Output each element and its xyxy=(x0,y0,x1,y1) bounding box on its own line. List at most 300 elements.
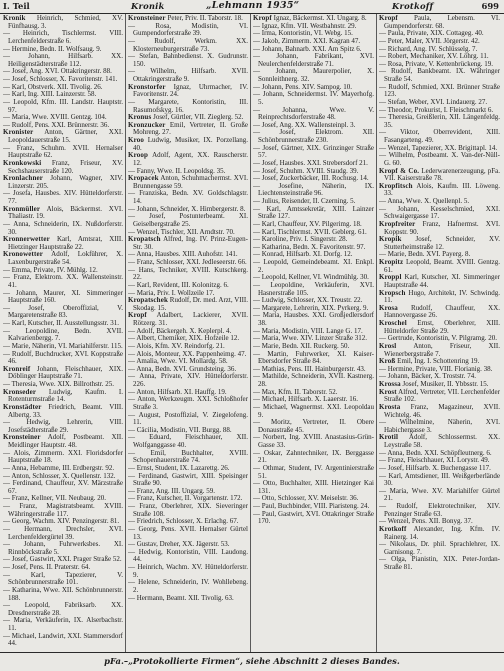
footer-rule xyxy=(0,652,504,653)
entry-details: — Viktor, Oberrevident, XIII. Fasangarteng. 49. xyxy=(379,128,500,144)
entry-details: — Paula, Private, XIX. Cottageg. 40. xyxy=(379,29,484,38)
entry-details: — Maria, Priv. I. Wollzeile 17. xyxy=(128,288,215,297)
entry-details: — Hermann, Beamt. XII. Tivolig. 63. xyxy=(128,593,234,602)
entry-surname: Krossa xyxy=(379,380,401,388)
directory-entry xyxy=(128,373,248,388)
entry-surname: Kronsteiner xyxy=(3,433,41,442)
entry-details: — Anna, Hausbes. XIII. Auhofstr. 141. xyxy=(128,250,238,259)
entry-details: — Josefa, Hausbes. XIV. Hütteldorferstr. 77. xyxy=(3,189,123,205)
directory-entry xyxy=(3,617,123,632)
directory-entry xyxy=(128,190,248,205)
entry-details: — Leopold, Fabriksarb. XX. Dresdnerstraße 28. xyxy=(3,601,123,617)
entry-details: — Theodor, Prokurist, I. Fleischmarkt 6. xyxy=(379,105,494,114)
entry-details: — Irma, Kontoristin, VI. Webg. 15. xyxy=(253,29,353,38)
directory-entry xyxy=(3,274,123,289)
entry-surname: Kronsteiner xyxy=(128,15,166,22)
directory-entry xyxy=(3,541,123,556)
directory-entry xyxy=(3,53,123,68)
entry-details: — Theresia, Greißlerin, XII. Längenfeldg. 35. xyxy=(379,113,500,129)
directory-entry xyxy=(128,137,248,152)
entry-surname: Kronzucker xyxy=(128,120,166,129)
entry-details: — Karl, Revident, III. Kolonitzg. 6. xyxy=(128,280,229,289)
page-number: 699 xyxy=(481,1,499,11)
entry-surname: Kropfitsch xyxy=(379,181,413,190)
entry-details: — Franz, Fleischhauer, XI. Lorystr. 49. xyxy=(379,456,490,465)
directory-entry xyxy=(379,305,500,320)
entry-surname: Kronowetter xyxy=(3,250,44,259)
directory-entry xyxy=(379,206,500,221)
entry-surname: Kropf xyxy=(253,15,272,22)
running-header xyxy=(0,0,504,14)
entry-details: — Karl, Tischlermst. XVII. Geblerg. 61. xyxy=(253,227,367,236)
entry-details: — Josef, Pens. II. Praterstr. 64. xyxy=(3,563,91,571)
entry-details: — Johanna, Wwe. V. Reinprechtsdorferstraße 48. xyxy=(253,105,374,122)
entry-details: — Johann, Pens. XIV. Sampog. 10. xyxy=(253,82,353,91)
directory-entry xyxy=(128,396,248,411)
entry-details: Anton, Gärtner, XXI. Leopoldauerstraße 15. xyxy=(8,128,123,144)
directory-entry xyxy=(3,328,123,343)
directory-entry xyxy=(3,602,123,617)
entry-details: Anton, Schuhmachermst. XVI. Brunnengasse 59. xyxy=(133,174,248,190)
entry-details: — Anna, Wwe. X. Quellenpl. 5. xyxy=(379,197,470,205)
directory-entry xyxy=(379,68,500,83)
entry-details: Friedrich, Beamt. VIII. Albertg. 33. xyxy=(8,402,123,419)
directory-entry xyxy=(128,236,248,251)
entry-details: — Ferdinand, Chauffeur, XV. Märzstraße 67. xyxy=(3,479,123,495)
entry-details: — Leopold, Kfm. III. Landstr. Hauptstr. 97. xyxy=(3,97,123,114)
entry-details: — Adolf, Bäckergeh. X. Keplerpl. 4. xyxy=(128,326,232,335)
entry-details: Johann, Wagner, XIV. Linzerstr. 205. xyxy=(8,174,123,190)
entry-details: — Heinrich, Wachm. XV. Hütteldorferstr. 9. xyxy=(128,563,248,579)
entry-details: — Alois, Kfm. XV. Reindorfg. 21. xyxy=(128,341,225,350)
entry-details: — Rudolf, Pens. XXI. Brünnerstr. 36. xyxy=(3,120,110,129)
entry-details: — Georg, Wachm. XIV. Penzingerstr. 81. xyxy=(3,517,120,526)
entry-surname: Kronmüller xyxy=(3,204,41,213)
entry-details: — Leopoldine, Bedn. XVII. Kalvarienbergg. 7. xyxy=(3,326,123,343)
entry-details: — Katharina, Bedn. X. Favoritenstr. 97. xyxy=(253,242,366,251)
directory-entry xyxy=(3,160,123,175)
entry-details: — Franz, Ang. III. Ungarg. 59. xyxy=(128,486,215,495)
directory-column xyxy=(3,15,123,651)
directory-entry xyxy=(128,84,248,99)
entry-details: — Ignaz, Kfm. VII. Westbahnstr. 29. xyxy=(253,21,357,30)
entry-details: — Eduard, Fleischhauer, XII. Wolfganggasse 40. xyxy=(128,433,248,449)
directory-entry xyxy=(253,373,374,388)
directory-entry xyxy=(379,320,500,335)
entry-details: Franz, Friseur, XV. Sechshauserstraße 120. xyxy=(8,158,123,175)
entry-details: — Ludwig, Schlosser, XX. Treustr. 22. xyxy=(253,296,363,305)
entry-details: — Maria, Hausbes. XXI. Großjedlersdorf 38. xyxy=(253,311,374,327)
directory-entry xyxy=(379,541,500,556)
entry-details: — Anna, Bedn. XXI. Schöpfleutnerg. 6. xyxy=(379,448,492,457)
column-divider xyxy=(125,14,126,652)
directory-entry xyxy=(128,152,248,167)
directory-entry xyxy=(128,579,248,594)
entry-details: — Wilhelmine, Näherin, XVI. Habichergasse 3. xyxy=(379,418,500,434)
entry-details: — Marie, Näherin, VI. Mariahilferstr. 115. xyxy=(3,341,123,350)
entry-details: — Hermine, Bedn. II. Wolfsaug. 9. xyxy=(3,44,102,53)
entry-details: — Johann, Bahnarb. XXI. Am Spitz 6. xyxy=(253,44,362,53)
entry-details: Alois, Bäckermst. XVI. Thaliastr. 19. xyxy=(8,204,123,221)
directory-entry xyxy=(379,236,500,251)
entry-details: — Josef, Hilfsarb. X. Buchengasse 117. xyxy=(379,463,491,472)
entry-details: — Jakob, Zimmerm. XXI. Kagran 47. xyxy=(253,36,361,45)
entry-details: — Wenzel, Tischler, XII. Arndtstr. 70. xyxy=(128,227,235,236)
entry-details: — Peter, Maler, XVII. Jörgerstr. 42. xyxy=(379,36,480,45)
directory-entry xyxy=(379,274,500,289)
entry-surname: Kropacek xyxy=(128,174,159,183)
entry-details: — Franziska, Bedn. XV. Goldschlagstr. 14. xyxy=(128,189,248,205)
entry-details: — Robert, Mechaniker, XV. Löhrg. 11. xyxy=(379,52,489,61)
directory-entry xyxy=(3,587,123,602)
entry-surname: Kronnerwetter xyxy=(3,235,50,244)
entry-details: Franz, Magazineur, XVII. Wichtelg. 46. xyxy=(384,402,500,419)
entry-details: — Johann, Fabrikant, XVI. Neulerchenfelderstraße 71. xyxy=(253,52,374,68)
entry-details: — Josef, Elektrom. XII. Schönbrunnerstraße 230. xyxy=(253,128,374,144)
entry-surname: Kroppl xyxy=(379,273,402,282)
entry-details: — Margarete, Lehrerin, XIX. Pyrkerg. 9. xyxy=(253,303,369,312)
entry-details: — Josef, Hausbes. XXI. Strebersdorf 21. xyxy=(253,158,368,167)
directory-entry xyxy=(3,419,123,434)
entry-details: — Stefan, Bahnbedienst. X. Gudrunstr. 150. xyxy=(128,52,248,68)
entry-details: — Michael, Hilfsarb. X. Laaerstr. 16. xyxy=(253,395,358,404)
directory-entry xyxy=(3,404,123,419)
entry-details: Karl, Kutscher, XI. Simmeringer Hauptstraße 44. xyxy=(384,273,500,289)
entry-details: — Karoline, Priv. I. Singerstr. 28. xyxy=(253,235,348,244)
entry-details: — Oskar, Zahntechniker, IX. Berggasse 21. xyxy=(253,448,374,465)
directory-entry xyxy=(253,419,374,434)
entry-details: — Anna, Bedn. XVI. Grundsteing. 36. xyxy=(128,364,237,373)
entry-details: — Franz, Kellner, VII. Neubaug. 20. xyxy=(3,494,107,503)
entry-details: — Alois, Zimmerm. XXI. Floridsdorfer Hauptstraße 18. xyxy=(3,448,123,465)
entry-details: Alois, Kaufm. III. Löweng. 33. xyxy=(384,181,500,198)
directory-entry xyxy=(379,389,500,404)
directory-entry xyxy=(3,389,123,404)
directory-entry xyxy=(379,419,500,434)
entry-details: — Josef, Ang. XVI. Ottakringerstr. 88. xyxy=(3,67,112,76)
entry-details: — Karl, Ing. XIII. Lainzerstr. 58. xyxy=(3,90,97,99)
entry-surname: Kronreif xyxy=(3,364,31,373)
entry-details: Ignaz, Bäckermst. XI. Ungarg. 8. xyxy=(273,15,367,22)
entry-details: — Amalia, Wwe. VI. Mollardg. 58. xyxy=(128,357,228,366)
entry-surname: Kronkowski xyxy=(3,158,42,167)
directory-entry xyxy=(3,15,123,30)
entry-details: — Fanny, Wwe. II. Leopoldsg. 35. xyxy=(128,166,226,175)
entry-details: — Michael, Landwirt, XXI. Stammersdorf 44. xyxy=(3,631,123,648)
entry-details: — Maria, Wwe. XIV. Linzer Straße 312. xyxy=(253,334,368,343)
entry-details: — Wenzel, Pens. XII. Bonyg. 37. xyxy=(379,517,473,526)
directory-entry xyxy=(3,290,123,305)
directory-entry xyxy=(253,351,374,366)
directory-entry xyxy=(253,404,374,419)
directory-entry xyxy=(253,259,374,274)
entry-details: — August, Postoffizial, V. Ziegelofeng. 11. xyxy=(128,410,248,427)
entry-details: — Josef, Schuhm. XVIII. Staudg. 39. xyxy=(253,166,359,175)
directory-entry xyxy=(128,68,248,83)
directory-entry xyxy=(3,236,123,251)
entry-details: — Emil, Buchhalter, XVIII. Schopenhauerstraße 74. xyxy=(128,448,248,465)
entry-details: — Hedwig, Kontoristin, VIII. Laudong. 44. xyxy=(128,547,248,564)
footer-note: pFa.–„Protokollierte Firmen“, siehe Abschnitt 2 dieses Bandes. xyxy=(104,656,400,666)
directory-entry xyxy=(253,91,374,106)
entry-details: — Stefan, Weber, XVI. Lindauerg. 27. xyxy=(379,97,488,106)
directory-entry xyxy=(253,206,374,221)
entry-details: Leopold, Beamt. XVIII. Gentzg. 61. xyxy=(384,258,500,274)
entry-details: — Georg, Pens. XVII. Hernalser Gürtel 13. xyxy=(128,524,248,541)
entry-details: — Franz, Schuhm. XVII. Hernalser Hauptstraße 62. xyxy=(3,143,123,160)
entry-details: — Maria, Modistin, VIII. Lange G. 17. xyxy=(253,326,363,335)
entry-details: — Rosa, Modistin, VI. Gumpendorferstraße 39. xyxy=(128,21,248,38)
entry-details: — Max, Kfm. II. Taborstr. 52. xyxy=(253,387,338,396)
directory-entry xyxy=(3,480,123,495)
entry-details: — Margarete, Kontoristin, III. Rasumofskyg. 16. xyxy=(128,97,248,114)
part-label: I. Teil xyxy=(3,1,30,11)
entry-surname: Krosl xyxy=(379,341,397,350)
entry-details: — Wilhelm, Postbeamt. X. Van-der-Nüll-G. 60. xyxy=(379,151,500,167)
entry-details: Rudolf, Chauffeur, XX. Hannovergasse 26. xyxy=(384,303,500,320)
entry-details: — Franz, Elektrom. XX. Wallensteinstr. 41. xyxy=(3,273,123,289)
entry-details: — Marie, Bedn. XVI. Payerg. 8. xyxy=(379,250,471,259)
entry-details: — Rosa, Private, V. Kettenbrückeng. 19. xyxy=(379,59,494,68)
directory-entry xyxy=(253,465,374,480)
entry-details: — Maria, Wwe. XVIII. Gentzg. 104. xyxy=(3,113,107,122)
directory-entry xyxy=(379,404,500,419)
entry-surname: Kronik xyxy=(3,15,26,22)
directory-entry xyxy=(379,152,500,167)
directory-entry xyxy=(128,450,248,465)
directory-entry xyxy=(128,434,248,449)
entry-details: Paula, Lebensm. VI. Gumpendorferstr. 68. xyxy=(384,15,500,30)
directory-entry xyxy=(253,480,374,495)
directory-entry xyxy=(3,99,123,114)
entry-details: — Julius, Reisender, II. Czerning. 5. xyxy=(253,197,356,205)
entry-surname: Krosa xyxy=(379,303,398,312)
entry-details: — Gertrude, Kontoristin, V. Pilgramg. 20. xyxy=(379,334,497,343)
entry-details: Anton, Friseur, XII. Wienerbergstraße 7. xyxy=(384,341,500,358)
entry-surname: Krosta xyxy=(379,402,401,411)
entry-details: — Ferdinand, Gastwirt, XIII. Speisinger Straße 90. xyxy=(128,471,248,488)
entry-details: — Maria, Wwe. XV. Mariahilfer Gürtel 21. xyxy=(379,486,500,503)
directory-entry xyxy=(128,38,248,53)
entry-surname: Kropatschek xyxy=(128,296,169,305)
entry-details: — Anna, Schneiderin, IX. Nußdorferstr. 30. xyxy=(3,219,123,236)
entry-details: — Josef, Oberoffizial, V. Margaretenstraße 83. xyxy=(3,303,123,320)
directory-title: „Lehmann 1935“ xyxy=(206,0,300,11)
entry-details: Rudolf, Dr. med. Arzt, VIII. Skodag. 15. xyxy=(133,296,248,312)
entry-details: Alfred, Vertreter, VII. Lerchenfelder Straße 102. xyxy=(384,387,500,404)
entry-details: — Hans, Techniker, XVIII. Kutschkerg. 22. xyxy=(128,265,248,282)
directory-entry xyxy=(128,526,248,541)
entry-details: — Rudolf, Bankbeamt. IX. Währinger Straße 54. xyxy=(379,67,500,83)
entry-details: — Theresia, Wwe. XIX. Billrothstr. 25. xyxy=(3,380,114,388)
entry-details: — Anna, Private, XIV. Hütteldorferstr. 226. xyxy=(128,372,248,388)
entry-details: — Johann, Schneider, X. Himbergerstr. 8. xyxy=(128,204,246,213)
entry-details: Lederwarenerzeugung, pFa. VII. Kaiserstraße 78. xyxy=(384,166,500,183)
directory-entry xyxy=(3,175,123,190)
directory-entry xyxy=(379,556,500,571)
entry-surname: Kropsch xyxy=(379,288,406,297)
entry-details: — Karl, Amtsdiener, III. Weißgerberlände 30. xyxy=(379,471,500,488)
entry-details: Adolf, Agent, XX. Rauscherstr. 12. xyxy=(133,151,248,167)
entry-details: — Ernst, Student, IX. Lazarettg. 26. xyxy=(128,463,230,472)
directory-entry xyxy=(3,366,123,381)
entry-details: — Mathias, Pens. III. Hainburgerstr. 43. xyxy=(253,364,366,373)
directory-entry xyxy=(253,434,374,449)
entry-surname: Kroschel xyxy=(379,319,407,327)
directory-entry xyxy=(379,503,500,518)
directory-entry xyxy=(3,190,123,205)
entry-details: — Franz, Kutscher, II. Vorgartenstr. 172. xyxy=(128,494,243,503)
directory-entry xyxy=(379,221,500,236)
entry-details: — Friedrich, Schlosser, X. Erlachg. 67. xyxy=(128,517,239,526)
entry-details: — Helene, Schneiderin, IV. Wohllebeng. 2. xyxy=(128,578,248,594)
entry-surname: Kropf xyxy=(379,15,398,22)
directory-entry xyxy=(128,312,248,327)
directory-entry xyxy=(3,633,123,648)
directory-entry xyxy=(3,206,123,221)
directory-entry xyxy=(128,122,248,137)
entry-details: — Franz, Magistratsbeamt. XVIII. Währingerstraße 117. xyxy=(3,502,123,518)
entry-details: — Rudolf, Werkm. XX. Klosterneuburgerstraße 73. xyxy=(128,36,248,53)
directory-entry xyxy=(3,221,123,236)
entry-details: — Franz, Schlosser, XXI. Jedleseerstr. 66. xyxy=(128,258,247,266)
directory-entry xyxy=(379,526,500,541)
entry-surname: Kropf & Co. xyxy=(379,166,420,175)
directory-entry xyxy=(128,297,248,312)
entry-details: Ludwig, Musiker, IX. Porzellang. 40. xyxy=(133,136,248,152)
entry-details: — Gustav, Dreher, XX. Jägerstr. 53. xyxy=(128,540,230,549)
column-divider xyxy=(250,14,251,652)
entry-details: Adolf, Schlossermst. XX. Leystraße 58. xyxy=(384,433,500,449)
directory-entry xyxy=(379,290,500,305)
entry-details: — Maria, Verkäuferin, IX. Alserbachstr. 11. xyxy=(3,616,123,632)
directory-entry xyxy=(253,511,374,526)
directory-entry xyxy=(253,53,374,68)
directory-entry xyxy=(128,99,248,114)
directory-entry xyxy=(253,282,374,297)
entry-details: — Josef, Schlosser, X. Favoritenstr. 141. xyxy=(3,75,118,83)
directory-entry xyxy=(379,183,500,198)
entry-surname: Kronstädter xyxy=(3,402,42,411)
directory-entry xyxy=(253,312,374,327)
entry-details: — Nikolaus, Dr. phil. Sprachlehrer, IX. Garnisong. 7. xyxy=(379,540,500,556)
entry-surname: Kropfreiter xyxy=(379,219,416,228)
directory-entry xyxy=(128,549,248,564)
entry-details: Alexander, Ing. Kfm. IV. Rainerg. 14. xyxy=(384,524,500,541)
directory-entry xyxy=(128,53,248,68)
directory-entry xyxy=(379,434,500,449)
entry-surname: Kronus xyxy=(128,113,152,122)
column-divider xyxy=(376,14,377,652)
entry-details: — Johann, Maurer, XI. Simmeringer Hauptstraße 160. xyxy=(3,288,123,305)
entry-details: — Johann, Bäcker, X. Troststr. 74. xyxy=(379,372,476,381)
directory-entry xyxy=(128,23,248,38)
directory-entry xyxy=(128,564,248,579)
directory-entry xyxy=(3,503,123,518)
directory-entry xyxy=(128,412,248,427)
entry-details: Hugo, Architekt, IV. Schwindg. 11. xyxy=(384,288,500,305)
entry-details: — Heinrich, Tischlermst. VIII. Lerchenfelderstraße 6. xyxy=(3,29,123,45)
directory-entry xyxy=(3,434,123,449)
directory-entry xyxy=(379,168,500,183)
entry-details: — Anton, Werkzeugm. XXI. Schloßhofer Straße 3. xyxy=(128,395,248,411)
entry-details: — Norbert, Ing. XVIII. Anastasius-Grün-Gasse 33. xyxy=(253,433,374,449)
entry-details: Josef, Musiker, II. Ybbsstr. 15. xyxy=(402,380,489,388)
entry-details: — Anton, Schlosser, X. Quellenstr. 132. xyxy=(3,471,116,480)
entry-details: — Josef, Postunterbeamt. XI. Geiselbergstraße 25. xyxy=(128,212,248,228)
directory-entry xyxy=(3,450,123,465)
directory-entry xyxy=(128,175,248,190)
directory-column xyxy=(128,15,248,651)
directory-entry xyxy=(379,259,500,274)
entry-details: — Mathilde, Schneiderin, XVII. Kastnerg. 28. xyxy=(253,372,374,388)
directory-entry xyxy=(3,30,123,45)
entry-surname: Kropik xyxy=(379,235,402,244)
entry-details: — Katharina, Wwe. XII. Schönbrunnerstr. 188. xyxy=(3,585,123,602)
entry-details: — Martin, Fuhrwerker, XI. Kaiser-Ebersdorfer Straße 84. xyxy=(253,349,374,366)
directory-column xyxy=(253,15,374,651)
entry-details: — Johann, Maurerpolier, X. Sonnleithnerg. 32. xyxy=(253,67,374,83)
entry-details: — Karl, Kutscher, II. Ausstellungsstr. 31. xyxy=(3,319,119,327)
entry-details: — Wilhelm, Hilfsarb. XVII. Ottakringerstraße 9. xyxy=(128,67,248,83)
entry-details: — Richard, Ang. IV. Schlüsselg. 7. xyxy=(379,44,478,53)
entry-details: — Albert, Chemiker, XIX. Hofzeile 12. xyxy=(128,334,240,343)
entry-details: — Johann, Kesselschmied, XXI. Schwaigergasse 17. xyxy=(379,204,500,221)
directory-entry xyxy=(3,129,123,144)
entry-surname: Kroo xyxy=(128,136,145,144)
entry-details: — Karl, Obstverk. XII. Tivolig. 26. xyxy=(3,82,103,91)
entry-details: — Hedwig, Lehrerin, VIII. Josefstädterstraße 29. xyxy=(3,418,123,434)
entry-details: — Alois, Monteur, XX. Pappenheimg. 47. xyxy=(128,349,247,358)
entry-surname: Kropatsch xyxy=(128,235,161,244)
entry-details: Josef, Gürtler, VII. Zieglerg. 52. xyxy=(153,113,244,122)
entry-details: — Johann, Schneidermst. IV. Mayerhofg. 5. xyxy=(253,90,374,106)
entry-details: — Rudolf, Schmied, XXI. Brünner Straße 123. xyxy=(379,82,500,99)
entry-details: — Franz, Oberlehrer, XIX. Sieveringer Straße 108. xyxy=(128,502,248,518)
entry-details: — Otto, Buchhalter, XIII. Hietzinger Kai 131. xyxy=(253,479,374,495)
entry-surname: Krost xyxy=(379,387,397,396)
entry-details: — Leopold, Gemeindebeamt. XI. Enkpl. 2. xyxy=(253,258,374,274)
entry-details: — Josefine, Näherin, IX. Liechtensteinstraße 96. xyxy=(253,181,374,198)
entry-details: — Josef, Ang. XX. Wallensteinpl. 3. xyxy=(253,120,356,129)
entry-details: Emil, Ing. I. Schottenring 19. xyxy=(397,357,480,366)
directory-entry xyxy=(3,351,123,366)
entry-surname: Krotil xyxy=(379,433,399,442)
entry-details: Franz, Hafnermst. XVI. Koppstr. 90. xyxy=(384,219,500,236)
entry-details: Josef, Schneider, XV. Stutterheimstraße 12. xyxy=(384,235,500,251)
entry-details: — Rudolf, Buchdrucker, XVI. Koppstraße 46. xyxy=(3,349,123,366)
entry-details: — Hermann, Drechsler, XVI. Lerchenfeldergürtel 39. xyxy=(3,524,123,541)
entry-details: — Marie, Bedn. XII. Ruckerg. 50. xyxy=(253,341,350,350)
entry-details: — Paul, Gastwirt, XVI. Ottakringer Straße 170. xyxy=(253,509,374,526)
entry-details: — Olga, Pianistin, XIX. Peter-Jordan-Straße 81. xyxy=(379,555,500,571)
entry-surname: Kronlachner xyxy=(3,174,44,183)
directory-entry xyxy=(253,145,374,160)
entry-details: — Josef, Gärtner, XIX. Grinzinger Straße 57. xyxy=(253,143,374,160)
first-guide-word: Kronik xyxy=(131,1,165,11)
entry-details: — Leopold, Kellner, VI. Windmühlg. 30. xyxy=(253,273,369,282)
entry-details: — Josef, Zuckerbäcker, III. Rochusg. 14. xyxy=(253,174,369,183)
entry-details: Adolf, Postbeamt. XII. Meidlinger Hauptstr. 48. xyxy=(8,433,123,449)
entry-details: — Johann, Hilfsarb. XX. Heiligenstädterstraße 112. xyxy=(3,52,123,68)
directory-entry xyxy=(379,15,500,30)
entry-details: Karl, Amtsrat, XIII. Hietzinger Hauptstraße 22. xyxy=(8,235,123,251)
directory-entry xyxy=(253,450,374,465)
directory-entry xyxy=(379,84,500,99)
directory-entry xyxy=(253,183,374,198)
entry-details: — Hermine, Private, VIII. Florianig. 38. xyxy=(379,364,493,373)
entry-surname: Kroop xyxy=(128,151,149,160)
